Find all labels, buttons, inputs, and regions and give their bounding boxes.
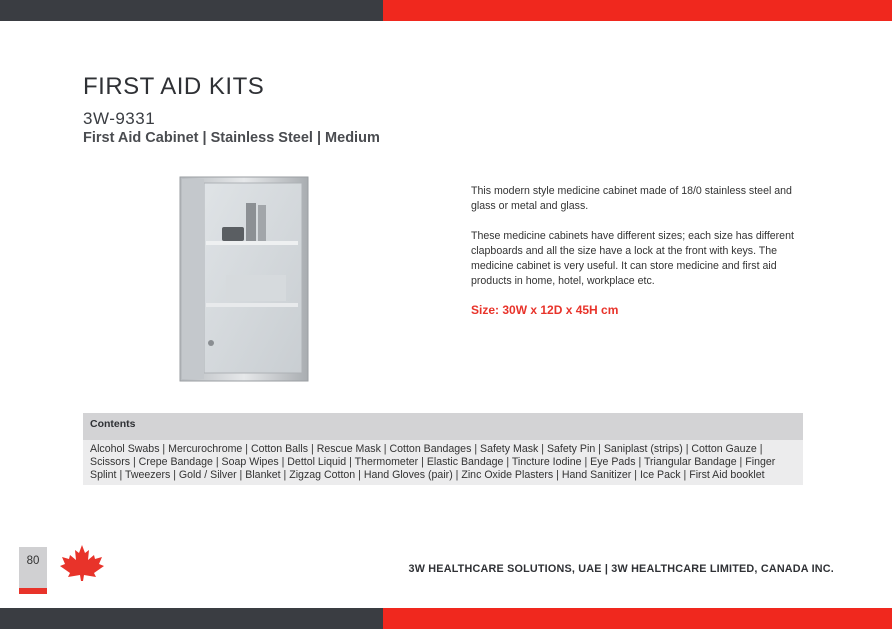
product-code: 3W-9331	[83, 109, 156, 128]
top-bar-dark-segment	[0, 0, 383, 21]
top-color-bar	[0, 0, 892, 21]
maple-leaf-icon	[56, 544, 108, 582]
medicine-cabinet-image	[178, 175, 310, 383]
footer-company: 3W HEALTHCARE SOLUTIONS, UAE | 3W HEALTHCARE LIMITED, CANADA INC.	[408, 563, 834, 575]
bottom-bar-dark-segment	[0, 608, 383, 629]
page-number-underline	[19, 588, 47, 594]
contents-section	[83, 413, 803, 485]
contents-heading: Contents	[83, 413, 803, 440]
top-bar-red-segment	[383, 0, 892, 21]
product-description	[471, 184, 811, 304]
page-number-box	[19, 547, 47, 588]
bottom-bar-red-segment	[383, 608, 892, 629]
product-subtitle: First Aid Cabinet | Stainless Steel | Medium	[83, 130, 380, 146]
page-title: FIRST AID KITS	[83, 73, 265, 100]
product-size: Size: 30W x 12D x 45H cm	[471, 303, 619, 317]
page-number: 80	[26, 555, 40, 567]
description-paragraph-2: These medicine cabinets have different sizes; each size has different clapboards and all the size have a lock at the front with keys. The medicine cabinet is very useful. It can store medicine and first aid products in home, hotel, workplace etc.	[471, 230, 794, 287]
contents-list: Alcohol Swabs | Mercurochrome | Cotton Balls | Rescue Mask | Cotton Bandages | Safety Mask | Safety Pin | Saniplast (strips) | Cotton Gauze | Scissors | Crepe Bandage | Soap Wipes | Dettol Liquid | Thermometer | Elastic Bandage | Tincture Iodine | Eye Pads | Triangular Bandage | Finger Splint | Tweezers | Gold / Silver | Blanket | Zigzag Cotton | Hand Gloves (pair) | Zinc Oxide Plasters | Hand Sanitizer | Ice Pack | First Aid booklet	[83, 440, 803, 485]
bottom-color-bar	[0, 608, 892, 629]
description-paragraph-1: This modern style medicine cabinet made of 18/0 stainless steel and glass or metal and glass.	[471, 185, 792, 212]
